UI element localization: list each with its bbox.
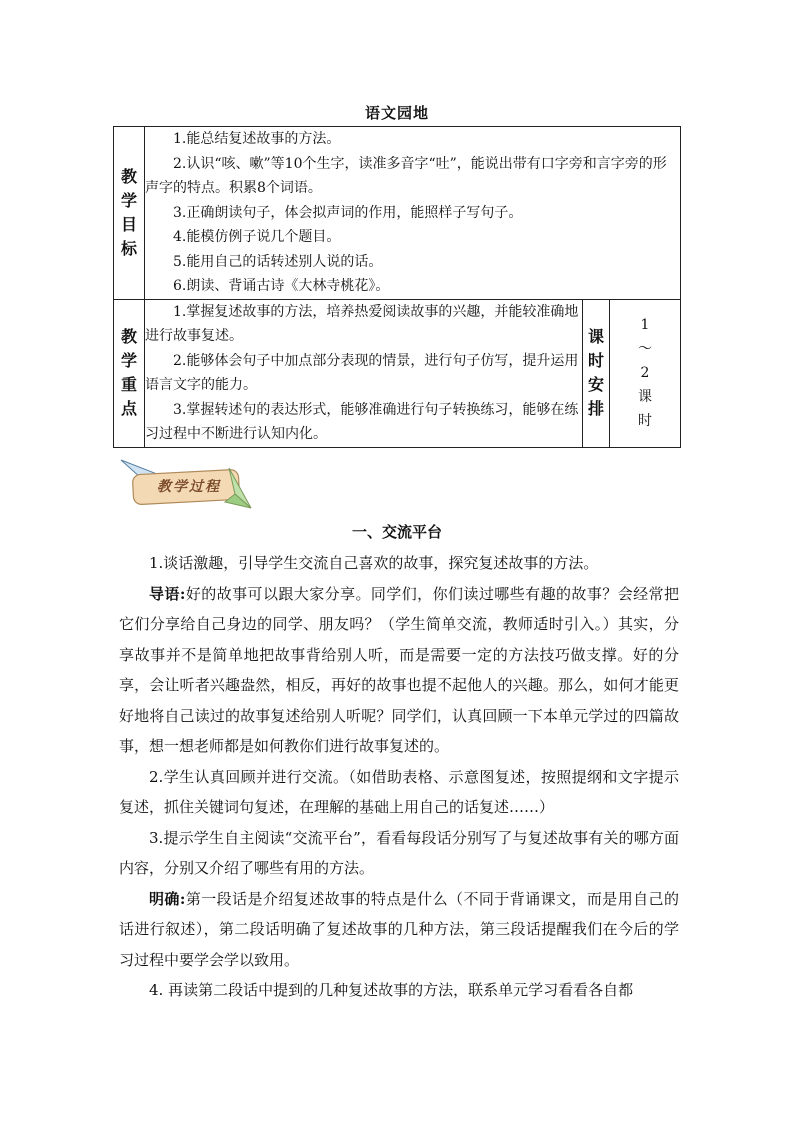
- lesson-plan-table: [113, 126, 681, 448]
- time-label: 课 时 安 排: [583, 299, 610, 447]
- paragraph: 4. 再读第二段话中提到的几种复述故事的方法，联系单元学习看看各自都: [149, 981, 634, 999]
- goal-item: 6.朗读、背诵古诗《大林寺桃花》。: [173, 278, 390, 294]
- paragraph: 1.谈话激趣，引导学生交流自己喜欢的故事，探究复述故事的方法。: [149, 554, 599, 572]
- paragraph: 明确:第一段话是介绍复述故事的特点是什么（不同于背诵课文，而是用自己的话进行叙述），第二段话明确了复述故事的几种方法，第三段话提醒我们在今后的学习过程中要学会学以致用。: [119, 889, 679, 969]
- keys-label: 教 学 重 点: [114, 299, 145, 447]
- key-item: 2.能够体会句子中加点部分表现的情景，进行句子仿写，提升运用语言文字的能力。: [145, 352, 579, 393]
- section-title: 一、交流平台: [351, 523, 442, 541]
- goal-item: 2.认识“咳、嗽”等10个生字，读准多音字“吐”，能说出带有口字旁和言字旁的形声字的特点。积累8个词语。: [145, 155, 667, 196]
- goals-row: [114, 127, 681, 300]
- goal-item: 4.能模仿例子说几个题目。: [173, 229, 341, 245]
- time-value: 1 ～ 2 课 时: [610, 299, 681, 447]
- paragraph: 2.学生认真回顾并进行交流。（如借助表格、示意图复述，按照提纲和文字提示复述，抓住关键词句复述，在理解的基础上用自己的话复述……）: [119, 767, 679, 816]
- paragraph: 导语:好的故事可以跟大家分享。同学们，你们读过哪些有趣的故事？会经常把它们分享给自己身边的同学、朋友吗？（学生简单交流，教师适时引入。）其实，分享故事并不是简单地把故事背给别人听，而是需要一定的方法技巧做支撑。好的分享，会让听者兴趣盎然，相反，再好的故事也提不起他人的兴趣。那么，如何才能更好地将自己读过的故事复述给别人听呢？同学们，认真回顾一下本单元学过的四篇故事，想一想老师都是如何教你们进行故事复述的。: [119, 584, 679, 755]
- keys-content: [145, 299, 583, 447]
- banner-label: 教学过程: [157, 479, 221, 495]
- paragraph-lead: 导语:: [149, 584, 186, 603]
- key-item: 3.掌握转述句的表达形式，能够准确进行句子转换练习，能够在练习过程中不断进行认知内化。: [145, 401, 579, 442]
- teaching-process-banner: [117, 454, 257, 512]
- goal-item: 3.正确朗读句子，体会拟声词的作用，能照样子写句子。: [173, 204, 523, 221]
- goals-content: [145, 127, 681, 300]
- key-item: 1.掌握复述故事的方法，培养热爱阅读故事的兴趣，并能较准确地进行故事复述。: [145, 303, 579, 344]
- page-title: 语文园地: [364, 104, 429, 122]
- section-body: [119, 548, 679, 1006]
- paragraph-lead: 明确:: [149, 889, 186, 908]
- goal-item: 5.能用自己的话转述别人说的话。: [173, 253, 383, 270]
- keys-row: [114, 299, 681, 447]
- paragraph: 3.提示学生自主阅读“交流平台”，看看每段话分别写了与复述故事有关的哪方面内容，分别又介绍了哪些有用的方法。: [119, 828, 679, 877]
- goal-item: 1.能总结复述故事的方法。: [173, 131, 341, 147]
- goals-label: 教 学 目 标: [114, 127, 145, 300]
